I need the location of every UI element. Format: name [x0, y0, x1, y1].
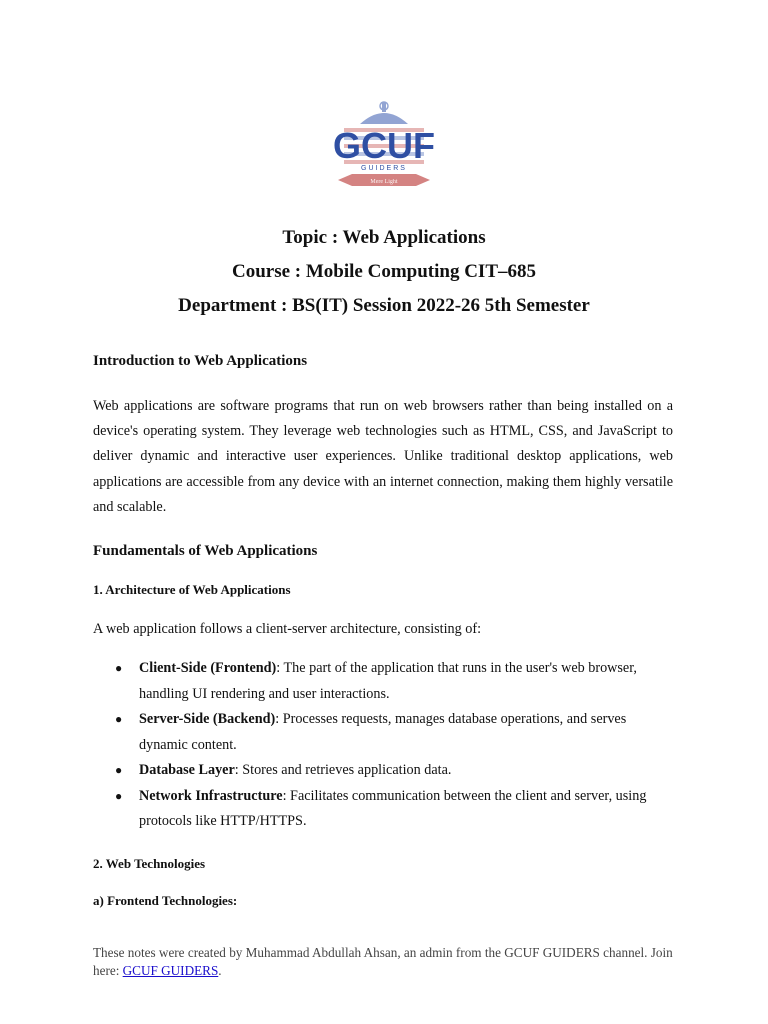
- gcuf-guiders-link[interactable]: GCUF GUIDERS: [122, 962, 219, 978]
- logo-graphic: [332, 100, 436, 200]
- logo-subtext: GUIDERS: [361, 165, 407, 172]
- intro-paragraph: Web applications are software programs that run on web browsers rather than being installed on a device's operating system. They leverage web technologies such as HTML, CSS, and JavaScript to deliver dynamic and interactive user experiences. Unlike traditional desktop applications, web applications are accessible from any device with an internet connection, making them highly versatile and scalable.: [93, 398, 673, 515]
- document-body: [93, 351, 673, 910]
- architecture-intro: A web application follows a client-server architecture, consisting of:: [93, 621, 482, 638]
- technologies-heading: 2. Web Technologies: [93, 855, 206, 871]
- list-item-desc: : Processes requests, manages database operations, and serves dynamic content.: [139, 711, 627, 753]
- list-item-term: Network Infrastructure: [139, 787, 283, 804]
- list-item: [93, 784, 673, 835]
- course-title: Course : Mobile Computing CIT–685: [231, 261, 536, 282]
- list-item-term: Database Layer: [139, 762, 235, 779]
- architecture-list: [93, 656, 673, 835]
- logo-ribbon-text: Mere Light: [370, 179, 398, 185]
- footer-text: These notes were created by Muhammad Abdullah Ahsan, an admin from the GCUF GUIDERS channel. Join here:: [93, 945, 673, 978]
- list-item: [93, 656, 673, 707]
- frontend-technologies-heading: a) Frontend Technologies:: [93, 892, 238, 908]
- fundamentals-heading: Fundamentals of Web Applications: [93, 543, 318, 560]
- list-item-desc: : Stores and retrieves application data.: [234, 762, 452, 779]
- bullet-icon: ●: [115, 788, 123, 803]
- list-item-term: Server-Side (Backend): [139, 711, 276, 728]
- list-item-desc: : Facilitates communication between the client and server, using protocols like HTTP/HTTPS.: [139, 787, 647, 830]
- list-item-desc: : The part of the application that runs in the user's web browser, handling UI rendering and user interactions.: [139, 660, 637, 702]
- topic-title: Topic : Web Applications: [282, 227, 486, 248]
- logo-crest-arch: [360, 113, 408, 124]
- footer-end: .: [218, 962, 222, 978]
- list-item: [93, 758, 673, 784]
- list-item: [93, 707, 673, 758]
- list-item-term: Client-Side (Frontend): [139, 660, 277, 677]
- bullet-icon: ●: [115, 661, 123, 676]
- architecture-heading: 1. Architecture of Web Applications: [93, 582, 291, 598]
- department-title: Department : BS(IT) Session 2022-26 5th Semester: [178, 295, 590, 316]
- logo-wordmark: GCUF: [333, 125, 435, 166]
- document-header: [0, 224, 768, 326]
- bullet-icon: ●: [115, 712, 123, 727]
- gcuf-guiders-logo: [332, 100, 436, 200]
- bullet-icon: ●: [115, 763, 123, 778]
- intro-heading: Introduction to Web Applications: [93, 353, 308, 369]
- footer-note: [93, 944, 673, 979]
